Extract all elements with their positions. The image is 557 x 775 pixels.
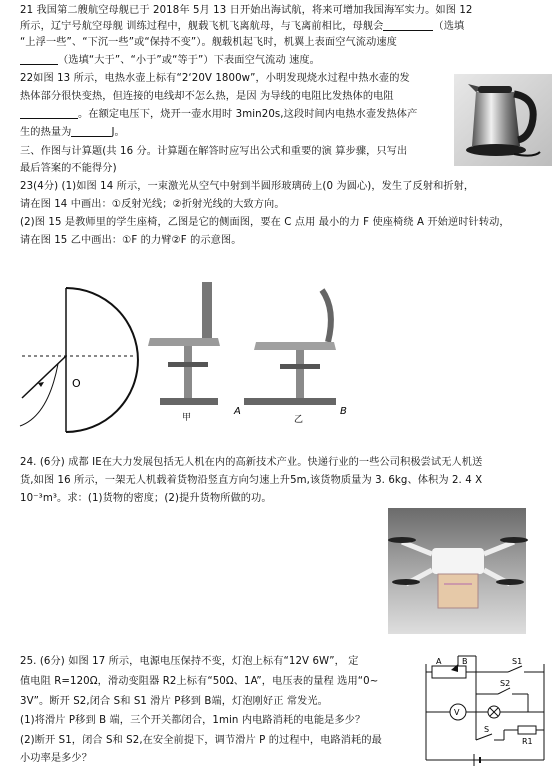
q23-line1: 23(4分) (1)如图 14 所示，一束激光从空气中射到半圆形玻璃砖上(0 为圆心)，发生了反射和折射， <box>20 181 475 192</box>
q25-line3: 3V”。断开 S2,闭合 S和 S1 滑片 P移到 B端，灯泡刚好正 常发光。 <box>20 696 328 707</box>
answer-blank[interactable] <box>20 54 58 65</box>
circuit-diagram <box>418 654 554 772</box>
q22-line2: 热体部分很快变热，但连接的电线却不怎么热，是因 为导线的电阻比发热体的电阻 <box>20 91 394 102</box>
q25-line2: 值电阻 R=120Ω，滑动变阻器 R2上标有“50Ω、1A”，电压表的量程 选用“0~ <box>20 676 379 687</box>
label-jia: 甲 <box>182 413 192 423</box>
q21-line4: （选填“大于”、“小于”或“等于”）下表面空气流动 速度。 <box>20 54 320 68</box>
label-yi: 乙 <box>294 415 304 425</box>
label-o: O <box>72 377 81 390</box>
q25-line5: (2)断开 S1，闭合 S和 S2,在安全前提下，调节滑片 P 的过程中，电路消耗的最 <box>20 735 382 746</box>
q25-line6: 小功率是多少？ <box>20 753 93 764</box>
circuit-label-s: S <box>484 725 490 734</box>
q24-line1: 24. (6分) 成都 IE在大力发展包括无人机在内的高新技术产业。快递行业的一些公司积极尝试无人机送 <box>20 457 483 468</box>
q24-line3: 10⁻³m³。求：(1)货物的密度；(2)提升货物所做的功。 <box>20 493 272 504</box>
q21-line2: 所示，辽宁号航空母舰 训练过程中，舰载飞机飞离航母，与飞离前相比，母舰会 （选填 <box>20 21 465 32</box>
kettle-photo <box>454 74 552 166</box>
q22-line4: 生的热量为 J。 <box>20 127 125 138</box>
drone-photo <box>388 508 526 634</box>
circuit-label-a: A <box>436 657 442 666</box>
label-a: A <box>234 406 241 417</box>
q25-line4: (1)将滑片 P移到 B 端，三个开关都闭合，1min 内电路消耗的电能是多少？ <box>20 715 366 726</box>
q21-line3: “上浮一些”、“下沉一些”或“保持不变”）。舰载机起飞时，机翼上表面空气流动速度 <box>20 37 397 48</box>
q24-line2: 货,如图 16 所示，一架无人机载着货物沿竖直方向匀速上升5m,该货物质量为 3. 6kg、体积为 2. 4 X <box>20 475 483 486</box>
label-b: B <box>340 406 347 417</box>
section3-heading-cont: 最后答案的不能得分) <box>20 163 117 174</box>
circuit-label-v: V <box>454 708 460 717</box>
q23-line2: 请在图 14 中画出：①反射光线；②折射光线的大致方向。 <box>20 199 285 210</box>
q22-line1: 22如图 13 所示，电热水壶上标有“2‘20V 1800w”，小明发现烧水过程中热水壶的发 <box>20 73 410 84</box>
circuit-label-b: B <box>462 657 468 666</box>
circuit-label-s1: S1 <box>512 657 523 666</box>
q22-line3: 。在额定电压下，烧开一壶水用时 3min20s,这段时间内电热水壶发热体产 <box>20 108 417 122</box>
answer-blank[interactable] <box>383 20 433 31</box>
answer-blank[interactable] <box>20 108 78 119</box>
circuit-label-r1: R1 <box>522 737 533 746</box>
chair-figure <box>146 280 346 440</box>
answer-blank[interactable] <box>71 126 111 137</box>
q21-line1: 21 我国第二艘航空母舰已于 2018年 5月 13 日开始出海试航，将来可增加我国海军实力。如图 12 <box>20 5 473 16</box>
q25-line1: 25. (6分) 如图 17 所示，电源电压保持不变，灯泡上标有“12V 6W”， 定 <box>20 656 359 667</box>
circuit-label-s2: S2 <box>500 679 511 688</box>
q23-line4: 请在图 15 乙中画出：①F 的力臂②F 的示意图。 <box>20 235 242 246</box>
q23-line3: (2)图 15 是教师里的学生座椅，乙图是它的侧面图，要在 C 点用 最小的力 F 使座椅绕 A 开始逆时针转动， <box>20 217 510 228</box>
section3-heading: 三、作图与计算题(共 16 分。计算题在解答时应写出公式和重要的演 算步骤，只写出 <box>20 146 408 157</box>
